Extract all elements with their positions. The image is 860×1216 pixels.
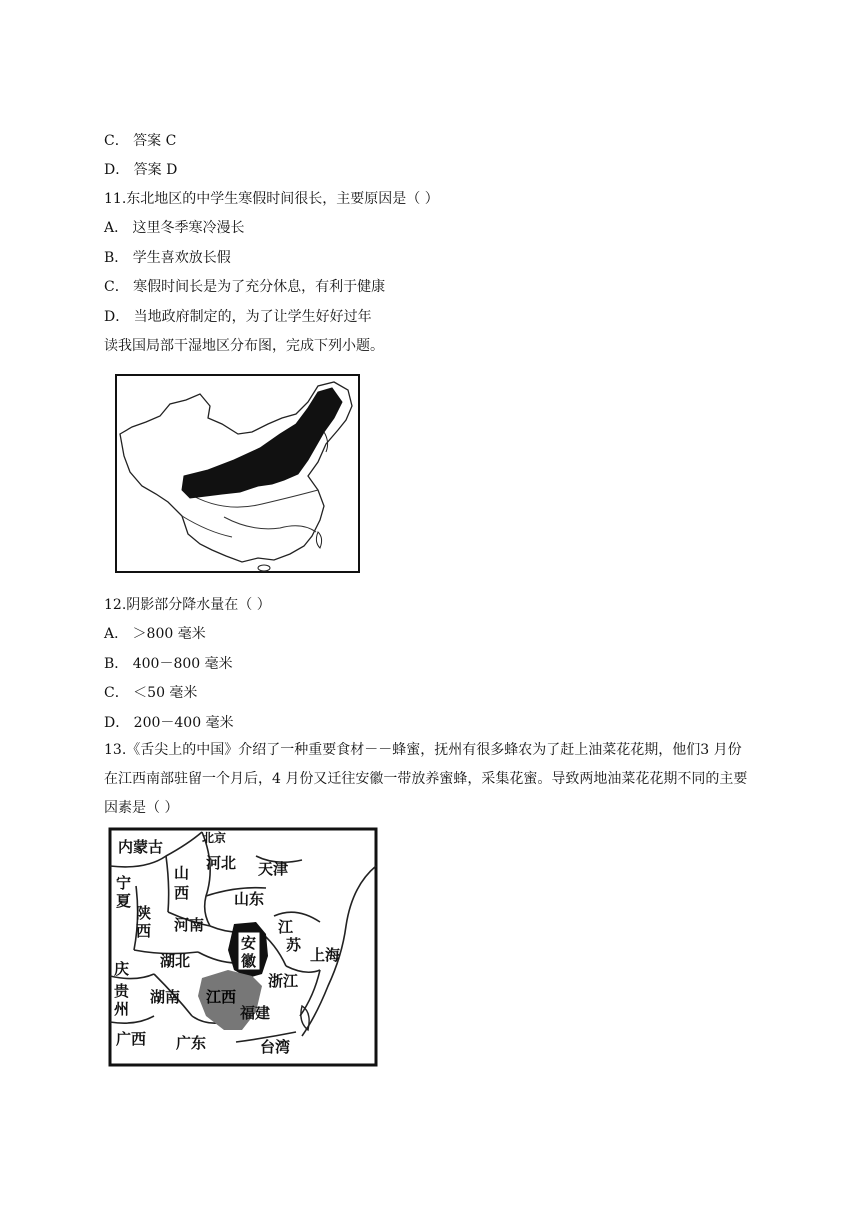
label-zhejiang: 浙江: [268, 972, 299, 990]
label-hebei: 河北: [206, 854, 237, 872]
q12-option-c: C． ＜50 毫米: [104, 685, 198, 701]
q11-option-d: D． 当地政府制定的，为了让学生好好过年: [104, 309, 372, 325]
q13-stem: 13.《舌尖上的中国》介绍了一种重要食材－－蜂蜜，抚州有很多蜂农为了赶上油菜花花期，他们3 月份在江西南部驻留一个月后，4 月份又迁往安徽一带放养蜜蜂，采集花蜜。导致两地油菜花花期不同的主要因素是（ ）: [104, 742, 748, 816]
dry-wet-map: [112, 372, 364, 576]
label-jiangxi: 江西: [206, 988, 237, 1006]
q12-option-b: B． 400－800 毫米: [104, 656, 233, 672]
label-tianjin: 天津: [258, 860, 289, 878]
label-shanghai: 上海: [310, 946, 341, 964]
prev-option-d: D． 答案 D: [104, 162, 178, 178]
label-shanxi-1: 山: [174, 864, 190, 882]
label-anhui-1: 安: [241, 934, 257, 952]
q11-option-c: C． 寒假时间长是为了充分休息，有利于健康: [104, 279, 386, 295]
label-shanxi-2: 西: [174, 884, 190, 902]
q12-option-d: D． 200－400 毫米: [104, 715, 234, 731]
label-guizhou-2: 州: [114, 1000, 130, 1018]
label-guangxi: 广西: [116, 1030, 147, 1048]
label-beijing: 北京: [202, 831, 227, 845]
q11-option-b: B． 学生喜欢放长假: [104, 250, 231, 266]
label-shandong: 山东: [234, 890, 265, 908]
label-jiangsu-1: 江: [278, 918, 294, 936]
label-fujian: 福建: [240, 1004, 271, 1022]
q12-stem: 12.阴影部分降水量在（ ）: [104, 597, 271, 613]
label-shaanxi-2: 西: [136, 922, 152, 940]
q11-option-a: A． 这里冬季寒冷漫长: [104, 220, 245, 236]
q11-stem: 11.东北地区的中学生寒假时间很长，主要原因是（ ）: [104, 191, 439, 207]
label-hunan: 湖南: [150, 988, 181, 1006]
label-henan: 河南: [174, 916, 205, 934]
label-guizhou-1: 贵: [114, 982, 130, 1000]
prev-option-c: C． 答案 C: [104, 133, 177, 149]
province-map: [106, 826, 380, 1070]
label-anhui-2: 徽: [241, 952, 257, 970]
label-ningxia-1: 宁: [116, 874, 132, 892]
section-intro: 读我国局部干湿地区分布图，完成下列小题。: [104, 338, 384, 354]
label-ningxia-2: 夏: [116, 892, 132, 910]
label-shaanxi-1: 陕: [136, 904, 152, 922]
label-chongqing: 庆: [114, 960, 130, 978]
q12-option-a: A． ＞800 毫米: [104, 626, 206, 642]
label-jiangsu-2: 苏: [286, 936, 302, 954]
label-neimenggu: 内蒙古: [118, 838, 164, 856]
label-taiwan: 台湾: [260, 1038, 291, 1056]
label-hubei: 湖北: [160, 952, 191, 970]
label-guangdong: 广东: [176, 1034, 207, 1052]
